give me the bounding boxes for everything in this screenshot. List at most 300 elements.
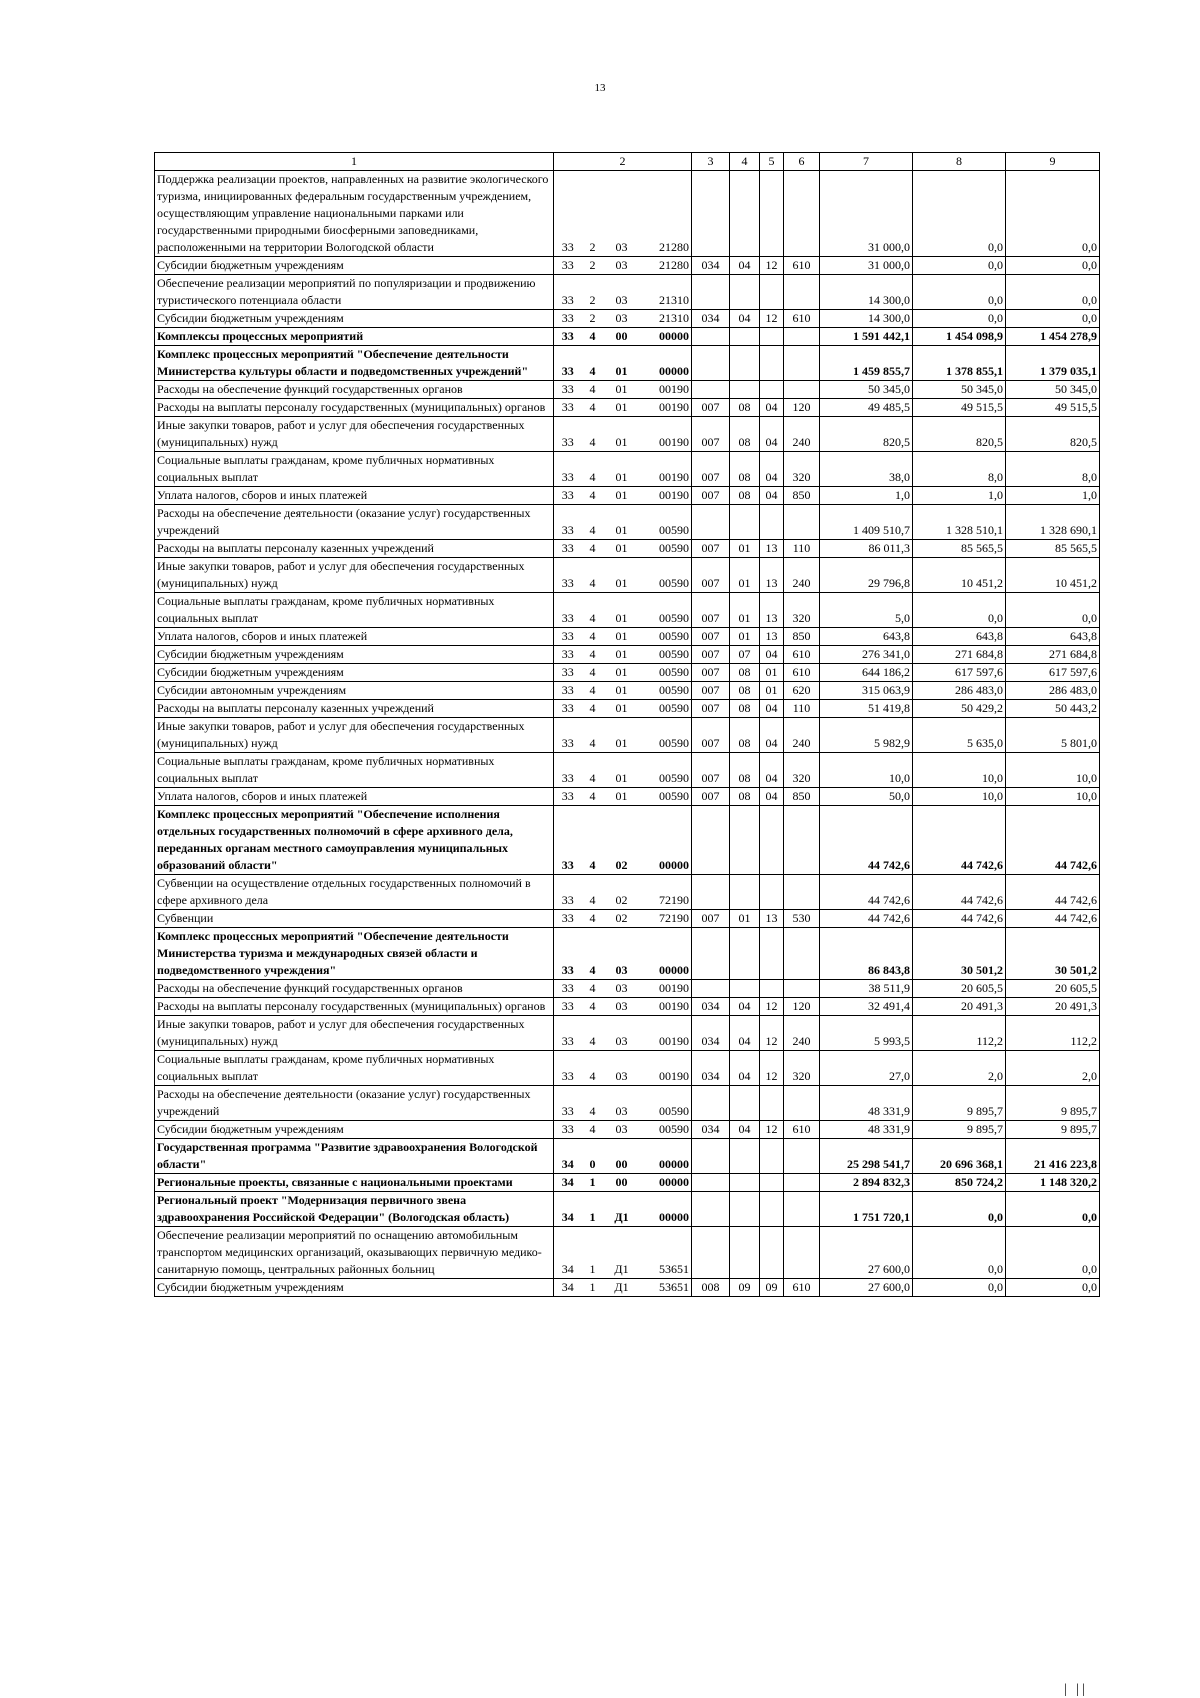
- grbs-cell: 007: [692, 399, 730, 417]
- amount-year2-cell: 10,0: [913, 788, 1006, 806]
- subsection-cell: 12: [760, 1121, 784, 1139]
- code-main-cell: 02: [604, 875, 640, 910]
- code-main-cell: 01: [604, 346, 640, 381]
- section-cell: [730, 875, 760, 910]
- row-name-cell: Обеспечение реализации мероприятий по оснащению автомобильным транспортом медицинских организаций, оказывающих первичную медико-санитарную помощь, центральных районных больниц: [155, 1227, 554, 1279]
- code-main-cell: 01: [604, 628, 640, 646]
- code-program-cell: 33: [554, 257, 582, 275]
- subsection-cell: 13: [760, 593, 784, 628]
- grbs-cell: 007: [692, 788, 730, 806]
- subsection-cell: 13: [760, 558, 784, 593]
- amount-year2-cell: 44 742,6: [913, 806, 1006, 875]
- amount-year3-cell: 0,0: [1006, 1227, 1100, 1279]
- section-cell: 08: [730, 753, 760, 788]
- table-row: [155, 399, 1100, 417]
- subsection-cell: [760, 806, 784, 875]
- table-row: [155, 452, 1100, 487]
- subsection-cell: 12: [760, 1051, 784, 1086]
- subsection-cell: 01: [760, 664, 784, 682]
- code-subprogram-cell: 4: [582, 1051, 604, 1086]
- expense-type-cell: 620: [784, 682, 820, 700]
- section-cell: 08: [730, 664, 760, 682]
- section-cell: 08: [730, 718, 760, 753]
- expense-type-cell: 850: [784, 788, 820, 806]
- section-cell: 01: [730, 628, 760, 646]
- amount-year1-cell: 643,8: [820, 628, 913, 646]
- section-cell: [730, 1086, 760, 1121]
- table-row: [155, 381, 1100, 399]
- subsection-cell: 09: [760, 1279, 784, 1297]
- grbs-cell: 034: [692, 310, 730, 328]
- code-direction-cell: 00590: [640, 1086, 692, 1121]
- code-subprogram-cell: 1: [582, 1174, 604, 1192]
- code-subprogram-cell: 4: [582, 628, 604, 646]
- row-name-cell: Субсидии бюджетным учреждениям: [155, 310, 554, 328]
- code-subprogram-cell: 4: [582, 664, 604, 682]
- table-row: [155, 171, 1100, 257]
- table-row: [155, 328, 1100, 346]
- expense-type-cell: [784, 1086, 820, 1121]
- table-row: [155, 788, 1100, 806]
- row-name-cell: Уплата налогов, сборов и иных платежей: [155, 487, 554, 505]
- grbs-cell: 034: [692, 1051, 730, 1086]
- row-name-cell: Государственная программа "Развитие здравоохранения Вологодской области": [155, 1139, 554, 1174]
- table-row: [155, 257, 1100, 275]
- code-direction-cell: 00590: [640, 1121, 692, 1139]
- amount-year2-cell: 30 501,2: [913, 928, 1006, 980]
- expense-type-cell: [784, 381, 820, 399]
- code-program-cell: 33: [554, 1051, 582, 1086]
- code-subprogram-cell: 4: [582, 998, 604, 1016]
- amount-year2-cell: 643,8: [913, 628, 1006, 646]
- expense-type-cell: 240: [784, 718, 820, 753]
- table-row: [155, 540, 1100, 558]
- code-program-cell: 34: [554, 1139, 582, 1174]
- code-program-cell: 33: [554, 928, 582, 980]
- subsection-cell: 04: [760, 487, 784, 505]
- amount-year3-cell: 0,0: [1006, 275, 1100, 310]
- table-row: [155, 487, 1100, 505]
- row-name-cell: Региональный проект "Модернизация первичного звена здравоохранения Российской Федерации" (Вологодская область): [155, 1192, 554, 1227]
- expense-type-cell: 850: [784, 487, 820, 505]
- code-program-cell: 34: [554, 1279, 582, 1297]
- expense-type-cell: 610: [784, 1279, 820, 1297]
- amount-year2-cell: 0,0: [913, 171, 1006, 257]
- code-program-cell: 33: [554, 1086, 582, 1121]
- amount-year1-cell: 276 341,0: [820, 646, 913, 664]
- amount-year2-cell: 85 565,5: [913, 540, 1006, 558]
- row-name-cell: Расходы на выплаты персоналу казенных учреждений: [155, 540, 554, 558]
- table-row: [155, 593, 1100, 628]
- section-cell: 01: [730, 593, 760, 628]
- table-row: [155, 558, 1100, 593]
- row-name-cell: Социальные выплаты гражданам, кроме публичных нормативных социальных выплат: [155, 1051, 554, 1086]
- table-row: [155, 346, 1100, 381]
- amount-year2-cell: 10 451,2: [913, 558, 1006, 593]
- code-subprogram-cell: 4: [582, 346, 604, 381]
- code-direction-cell: 00590: [640, 628, 692, 646]
- amount-year3-cell: 286 483,0: [1006, 682, 1100, 700]
- code-direction-cell: 00000: [640, 1139, 692, 1174]
- grbs-cell: [692, 275, 730, 310]
- amount-year1-cell: 86 843,8: [820, 928, 913, 980]
- amount-year3-cell: 0,0: [1006, 1192, 1100, 1227]
- expense-type-cell: 610: [784, 257, 820, 275]
- row-name-cell: Расходы на выплаты персоналу государственных (муниципальных) органов: [155, 399, 554, 417]
- table-row: [155, 928, 1100, 980]
- header-cell: 9: [1006, 153, 1100, 171]
- amount-year3-cell: 0,0: [1006, 593, 1100, 628]
- amount-year2-cell: 0,0: [913, 1279, 1006, 1297]
- code-direction-cell: 00190: [640, 399, 692, 417]
- expense-type-cell: [784, 1139, 820, 1174]
- amount-year3-cell: 30 501,2: [1006, 928, 1100, 980]
- amount-year3-cell: 49 515,5: [1006, 399, 1100, 417]
- header-row: [155, 153, 1100, 171]
- amount-year1-cell: 25 298 541,7: [820, 1139, 913, 1174]
- page-number: 13: [594, 82, 606, 94]
- code-main-cell: 01: [604, 682, 640, 700]
- code-subprogram-cell: 4: [582, 928, 604, 980]
- section-cell: [730, 806, 760, 875]
- expense-type-cell: [784, 346, 820, 381]
- code-subprogram-cell: 4: [582, 753, 604, 788]
- code-main-cell: 01: [604, 646, 640, 664]
- row-name-cell: Расходы на выплаты персоналу государственных (муниципальных) органов: [155, 998, 554, 1016]
- amount-year2-cell: 112,2: [913, 1016, 1006, 1051]
- code-program-cell: 33: [554, 1121, 582, 1139]
- code-direction-cell: 00190: [640, 487, 692, 505]
- amount-year1-cell: 5 982,9: [820, 718, 913, 753]
- expense-type-cell: 320: [784, 593, 820, 628]
- code-program-cell: 33: [554, 399, 582, 417]
- amount-year1-cell: 31 000,0: [820, 257, 913, 275]
- row-name-cell: Социальные выплаты гражданам, кроме публичных нормативных социальных выплат: [155, 452, 554, 487]
- section-cell: 01: [730, 540, 760, 558]
- expense-type-cell: [784, 980, 820, 998]
- code-main-cell: 01: [604, 417, 640, 452]
- grbs-cell: 007: [692, 646, 730, 664]
- table-row: [155, 646, 1100, 664]
- section-cell: [730, 1192, 760, 1227]
- amount-year1-cell: 29 796,8: [820, 558, 913, 593]
- code-subprogram-cell: 4: [582, 700, 604, 718]
- section-cell: [730, 505, 760, 540]
- expense-type-cell: [784, 1192, 820, 1227]
- table-row: [155, 1139, 1100, 1174]
- code-main-cell: 01: [604, 664, 640, 682]
- row-name-cell: Субсидии бюджетным учреждениям: [155, 1279, 554, 1297]
- row-name-cell: Уплата налогов, сборов и иных платежей: [155, 628, 554, 646]
- amount-year1-cell: 10,0: [820, 753, 913, 788]
- amount-year2-cell: 1 454 098,9: [913, 328, 1006, 346]
- subsection-cell: [760, 1227, 784, 1279]
- section-cell: [730, 980, 760, 998]
- amount-year2-cell: 10,0: [913, 753, 1006, 788]
- amount-year3-cell: 271 684,8: [1006, 646, 1100, 664]
- grbs-cell: 008: [692, 1279, 730, 1297]
- amount-year3-cell: 1,0: [1006, 487, 1100, 505]
- amount-year2-cell: 0,0: [913, 257, 1006, 275]
- grbs-cell: 007: [692, 910, 730, 928]
- expense-type-cell: [784, 806, 820, 875]
- amount-year1-cell: 820,5: [820, 417, 913, 452]
- subsection-cell: [760, 328, 784, 346]
- subsection-cell: 04: [760, 718, 784, 753]
- subsection-cell: [760, 875, 784, 910]
- corner-mark: | ||: [1064, 1682, 1088, 1697]
- header-cell: 8: [913, 153, 1006, 171]
- code-program-cell: 33: [554, 558, 582, 593]
- expense-type-cell: 240: [784, 558, 820, 593]
- section-cell: 04: [730, 257, 760, 275]
- amount-year1-cell: 5 993,5: [820, 1016, 913, 1051]
- table-row: [155, 1174, 1100, 1192]
- grbs-cell: 034: [692, 1121, 730, 1139]
- code-main-cell: 01: [604, 718, 640, 753]
- amount-year1-cell: 44 742,6: [820, 875, 913, 910]
- code-program-cell: 33: [554, 275, 582, 310]
- grbs-cell: 034: [692, 998, 730, 1016]
- amount-year3-cell: 1 148 320,2: [1006, 1174, 1100, 1192]
- code-subprogram-cell: 0: [582, 1139, 604, 1174]
- amount-year3-cell: 10,0: [1006, 753, 1100, 788]
- section-cell: 08: [730, 788, 760, 806]
- row-name-cell: Субсидии автономным учреждениям: [155, 682, 554, 700]
- amount-year1-cell: 1 459 855,7: [820, 346, 913, 381]
- grbs-cell: [692, 381, 730, 399]
- code-main-cell: 03: [604, 275, 640, 310]
- code-subprogram-cell: 4: [582, 399, 604, 417]
- row-name-cell: Расходы на обеспечение деятельности (оказание услуг) государственных учреждений: [155, 1086, 554, 1121]
- table-row: [155, 718, 1100, 753]
- amount-year1-cell: 1 751 720,1: [820, 1192, 913, 1227]
- section-cell: 08: [730, 700, 760, 718]
- code-subprogram-cell: 4: [582, 1086, 604, 1121]
- subsection-cell: 12: [760, 998, 784, 1016]
- code-program-cell: 33: [554, 718, 582, 753]
- code-program-cell: 33: [554, 788, 582, 806]
- code-direction-cell: 00190: [640, 417, 692, 452]
- amount-year1-cell: 14 300,0: [820, 275, 913, 310]
- row-name-cell: Субсидии бюджетным учреждениям: [155, 1121, 554, 1139]
- code-direction-cell: 72190: [640, 910, 692, 928]
- grbs-cell: [692, 171, 730, 257]
- grbs-cell: [692, 1174, 730, 1192]
- code-main-cell: 01: [604, 381, 640, 399]
- amount-year1-cell: 31 000,0: [820, 171, 913, 257]
- code-direction-cell: 00000: [640, 1174, 692, 1192]
- code-program-cell: 34: [554, 1227, 582, 1279]
- section-cell: [730, 171, 760, 257]
- subsection-cell: [760, 1086, 784, 1121]
- amount-year2-cell: 50 429,2: [913, 700, 1006, 718]
- grbs-cell: 007: [692, 593, 730, 628]
- subsection-cell: [760, 1139, 784, 1174]
- section-cell: [730, 381, 760, 399]
- grbs-cell: 007: [692, 628, 730, 646]
- expense-type-cell: [784, 1227, 820, 1279]
- code-main-cell: 01: [604, 788, 640, 806]
- table-row: [155, 417, 1100, 452]
- table-row: [155, 1121, 1100, 1139]
- amount-year2-cell: 20 491,3: [913, 998, 1006, 1016]
- section-cell: [730, 346, 760, 381]
- expense-type-cell: 610: [784, 646, 820, 664]
- section-cell: [730, 1174, 760, 1192]
- code-program-cell: 33: [554, 700, 582, 718]
- row-name-cell: Комплексы процессных мероприятий: [155, 328, 554, 346]
- code-direction-cell: 21310: [640, 310, 692, 328]
- table-row: [155, 1051, 1100, 1086]
- table-row: [155, 700, 1100, 718]
- row-name-cell: Субвенции: [155, 910, 554, 928]
- section-cell: [730, 928, 760, 980]
- amount-year3-cell: 9 895,7: [1006, 1121, 1100, 1139]
- code-direction-cell: 00000: [640, 1192, 692, 1227]
- grbs-cell: [692, 1192, 730, 1227]
- expense-type-cell: [784, 505, 820, 540]
- amount-year2-cell: 0,0: [913, 1227, 1006, 1279]
- section-cell: 04: [730, 1016, 760, 1051]
- code-subprogram-cell: 4: [582, 593, 604, 628]
- row-name-cell: Социальные выплаты гражданам, кроме публичных нормативных социальных выплат: [155, 593, 554, 628]
- header-cell: 7: [820, 153, 913, 171]
- grbs-cell: [692, 928, 730, 980]
- code-direction-cell: 00590: [640, 664, 692, 682]
- row-name-cell: Субсидии бюджетным учреждениям: [155, 646, 554, 664]
- amount-year1-cell: 50 345,0: [820, 381, 913, 399]
- code-subprogram-cell: 4: [582, 1121, 604, 1139]
- row-name-cell: Комплекс процессных мероприятий "Обеспечение исполнения отдельных государственных полномочий в сфере архивного дела, переданных органам местного самоуправления муниципальных образований области": [155, 806, 554, 875]
- code-main-cell: 03: [604, 980, 640, 998]
- code-program-cell: 33: [554, 452, 582, 487]
- code-program-cell: 34: [554, 1174, 582, 1192]
- amount-year2-cell: 9 895,7: [913, 1086, 1006, 1121]
- code-subprogram-cell: 2: [582, 171, 604, 257]
- row-name-cell: Иные закупки товаров, работ и услуг для обеспечения государственных (муниципальных) нужд: [155, 1016, 554, 1051]
- table-row: [155, 275, 1100, 310]
- amount-year2-cell: 0,0: [913, 593, 1006, 628]
- code-direction-cell: 00190: [640, 998, 692, 1016]
- expense-type-cell: 850: [784, 628, 820, 646]
- amount-year3-cell: 617 597,6: [1006, 664, 1100, 682]
- code-main-cell: 01: [604, 753, 640, 788]
- section-cell: 04: [730, 998, 760, 1016]
- code-main-cell: 02: [604, 806, 640, 875]
- grbs-cell: [692, 328, 730, 346]
- code-program-cell: 33: [554, 806, 582, 875]
- amount-year1-cell: 48 331,9: [820, 1086, 913, 1121]
- subsection-cell: [760, 381, 784, 399]
- code-direction-cell: 00000: [640, 928, 692, 980]
- subsection-cell: 12: [760, 310, 784, 328]
- code-program-cell: 33: [554, 980, 582, 998]
- section-cell: 01: [730, 910, 760, 928]
- subsection-cell: 01: [760, 682, 784, 700]
- amount-year2-cell: 1 328 510,1: [913, 505, 1006, 540]
- code-subprogram-cell: 4: [582, 646, 604, 664]
- code-subprogram-cell: 4: [582, 806, 604, 875]
- code-direction-cell: 00590: [640, 540, 692, 558]
- section-cell: [730, 1139, 760, 1174]
- amount-year2-cell: 49 515,5: [913, 399, 1006, 417]
- amount-year2-cell: 20 696 368,1: [913, 1139, 1006, 1174]
- subsection-cell: 04: [760, 753, 784, 788]
- grbs-cell: [692, 505, 730, 540]
- expense-type-cell: 110: [784, 540, 820, 558]
- section-cell: 09: [730, 1279, 760, 1297]
- code-main-cell: 03: [604, 928, 640, 980]
- amount-year2-cell: 0,0: [913, 275, 1006, 310]
- row-name-cell: Иные закупки товаров, работ и услуг для обеспечения государственных (муниципальных) нужд: [155, 417, 554, 452]
- code-subprogram-cell: 4: [582, 1016, 604, 1051]
- grbs-cell: [692, 346, 730, 381]
- section-cell: 04: [730, 1121, 760, 1139]
- amount-year1-cell: 38,0: [820, 452, 913, 487]
- amount-year3-cell: 0,0: [1006, 257, 1100, 275]
- section-cell: 04: [730, 1051, 760, 1086]
- amount-year3-cell: 44 742,6: [1006, 910, 1100, 928]
- subsection-cell: [760, 346, 784, 381]
- code-subprogram-cell: 1: [582, 1279, 604, 1297]
- code-main-cell: 02: [604, 910, 640, 928]
- table-row: [155, 806, 1100, 875]
- amount-year2-cell: 2,0: [913, 1051, 1006, 1086]
- code-subprogram-cell: 4: [582, 540, 604, 558]
- amount-year3-cell: 0,0: [1006, 310, 1100, 328]
- code-subprogram-cell: 4: [582, 417, 604, 452]
- table-row: [155, 1192, 1100, 1227]
- row-name-cell: Субсидии бюджетным учреждениям: [155, 257, 554, 275]
- code-main-cell: 03: [604, 310, 640, 328]
- amount-year1-cell: 27 600,0: [820, 1227, 913, 1279]
- section-cell: 08: [730, 399, 760, 417]
- grbs-cell: 007: [692, 753, 730, 788]
- amount-year3-cell: 20 491,3: [1006, 998, 1100, 1016]
- code-direction-cell: 00590: [640, 682, 692, 700]
- section-cell: [730, 275, 760, 310]
- row-name-cell: Обеспечение реализации мероприятий по популяризации и продвижению туристического потенциала области: [155, 275, 554, 310]
- code-program-cell: 33: [554, 1016, 582, 1051]
- code-direction-cell: 00190: [640, 1016, 692, 1051]
- code-program-cell: 33: [554, 346, 582, 381]
- code-program-cell: 33: [554, 682, 582, 700]
- code-subprogram-cell: 4: [582, 910, 604, 928]
- expense-type-cell: 610: [784, 664, 820, 682]
- grbs-cell: [692, 1086, 730, 1121]
- subsection-cell: [760, 980, 784, 998]
- subsection-cell: 04: [760, 700, 784, 718]
- table-row: [155, 505, 1100, 540]
- amount-year2-cell: 44 742,6: [913, 910, 1006, 928]
- subsection-cell: [760, 1192, 784, 1227]
- amount-year3-cell: 643,8: [1006, 628, 1100, 646]
- amount-year2-cell: 9 895,7: [913, 1121, 1006, 1139]
- grbs-cell: 034: [692, 257, 730, 275]
- amount-year1-cell: 315 063,9: [820, 682, 913, 700]
- table-row: [155, 1086, 1100, 1121]
- amount-year3-cell: 10,0: [1006, 788, 1100, 806]
- expense-type-cell: [784, 171, 820, 257]
- code-direction-cell: 00190: [640, 452, 692, 487]
- code-subprogram-cell: 4: [582, 875, 604, 910]
- code-program-cell: 33: [554, 540, 582, 558]
- amount-year3-cell: 44 742,6: [1006, 806, 1100, 875]
- table-row: [155, 980, 1100, 998]
- subsection-cell: 13: [760, 540, 784, 558]
- subsection-cell: 04: [760, 646, 784, 664]
